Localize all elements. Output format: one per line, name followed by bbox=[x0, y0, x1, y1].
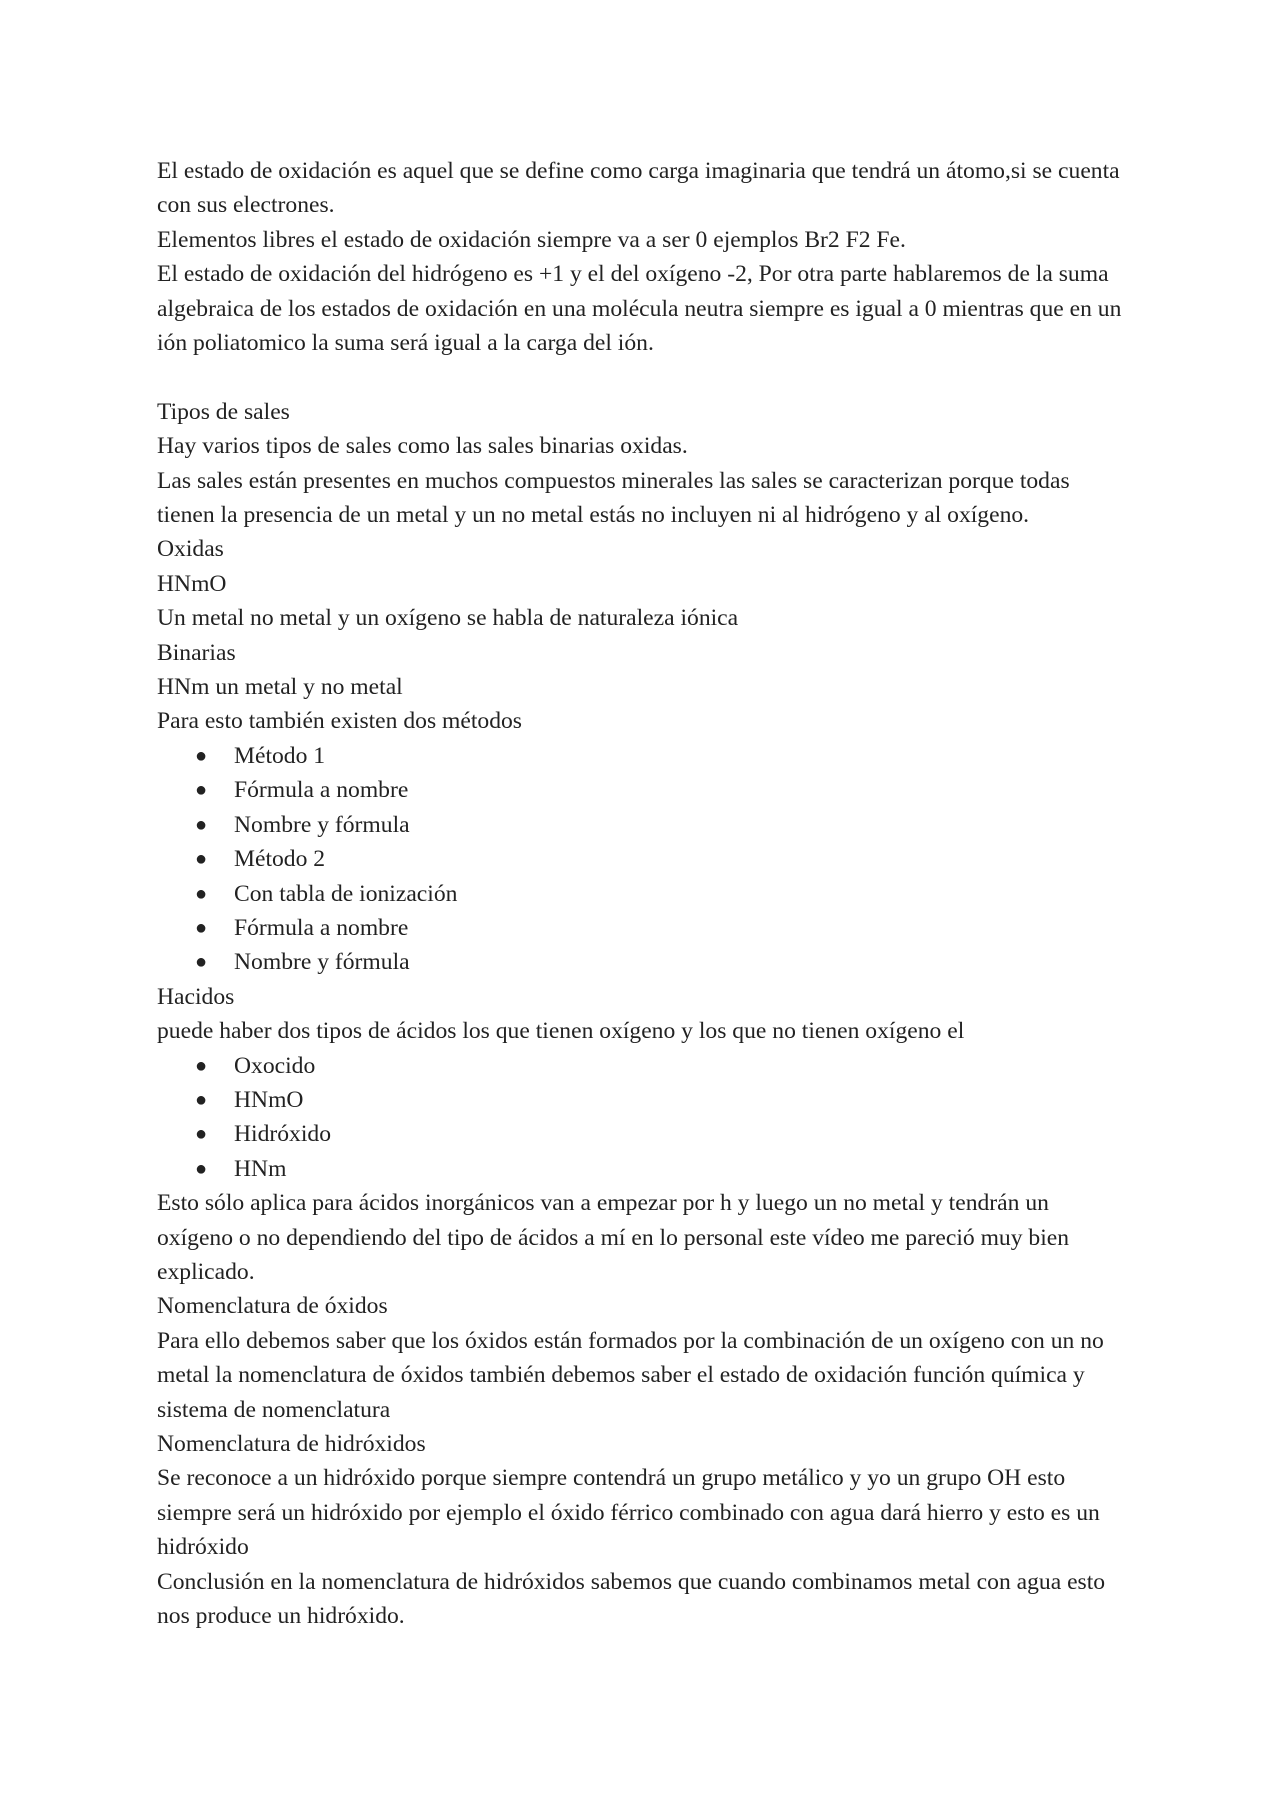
list-item bbox=[157, 911, 1125, 945]
sales-heading: Tipos de sales bbox=[157, 398, 290, 425]
list-item bbox=[157, 773, 1125, 807]
list-item-text: Hidróxido bbox=[234, 1121, 331, 1148]
intro-paragraph-3: El estado de oxidación del hidrógeno es +1 y el del oxígeno -2, Por otra parte hablaremos de la suma algebraica de los estados de oxidación en una molécula neutra siempre es igual a 0 mientras que en un ión poliatomico la suma será igual a la carga del ión. bbox=[157, 261, 1122, 357]
list-item bbox=[157, 808, 1125, 842]
acidos-intro: puede haber dos tipos de ácidos los que tienen oxígeno y los que no tienen oxígeno el bbox=[157, 1018, 965, 1045]
list-item-text: HNm bbox=[234, 1155, 287, 1182]
acidos-heading: Hacidos bbox=[157, 983, 235, 1010]
sales-paragraph-2: Las sales están presentes en muchos compuestos minerales las sales se caracterizan porque todas tienen la presencia de un metal y un no metal estás no incluyen ni al hidrógeno y al oxígeno. bbox=[157, 467, 1070, 529]
oxidos-paragraph: Para ello debemos saber que los óxidos están formados por la combinación de un oxígeno con un no metal la nomenclatura de óxidos también debemos saber el estado de oxidación función química y sistema de nomenclatura bbox=[157, 1327, 1104, 1423]
list-item bbox=[157, 739, 1125, 773]
oxidas-description: Un metal no metal y un oxígeno se habla de naturaleza iónica bbox=[157, 605, 739, 632]
bullet-icon: ● bbox=[195, 916, 208, 939]
list-item-text: Método 2 bbox=[234, 846, 326, 873]
list-item bbox=[157, 877, 1125, 911]
metodos-list bbox=[157, 739, 1125, 980]
list-item-text: Nombre y fórmula bbox=[234, 949, 410, 976]
list-item bbox=[157, 1152, 1125, 1186]
binarias-label: Binarias bbox=[157, 639, 236, 666]
list-item-text: Oxocido bbox=[234, 1052, 316, 1079]
blank-line bbox=[157, 360, 1125, 394]
bullet-icon: ● bbox=[195, 1157, 208, 1180]
list-item bbox=[157, 842, 1125, 876]
list-item bbox=[157, 1049, 1125, 1083]
metodos-intro: Para esto también existen dos métodos bbox=[157, 708, 522, 735]
conclusion-paragraph: Conclusión en la nomenclatura de hidróxidos sabemos que cuando combinamos metal con agua esto nos produce un hidróxido. bbox=[157, 1568, 1106, 1630]
bullet-icon: ● bbox=[195, 951, 208, 974]
acidos-paragraph: Esto sólo aplica para ácidos inorgánicos van a empezar por h y luego un no metal y tendrán un oxígeno o no dependiendo del tipo de ácidos a mí en lo personal este vídeo me pareció muy bien explicado. bbox=[157, 1190, 1070, 1285]
hnmo-formula: HNmO bbox=[157, 570, 227, 597]
bullet-icon: ● bbox=[195, 813, 208, 836]
binarias-description: HNm un metal y no metal bbox=[157, 674, 403, 701]
document-page bbox=[157, 154, 1125, 1633]
list-item-text: Método 1 bbox=[234, 742, 326, 769]
list-item-text: Fórmula a nombre bbox=[234, 777, 409, 804]
intro-paragraph-1: El estado de oxidación es aquel que se define como carga imaginaria que tendrá un átomo,si se cuenta con sus electrones. bbox=[157, 158, 1120, 219]
bullet-icon: ● bbox=[195, 1123, 208, 1146]
list-item bbox=[157, 1117, 1125, 1151]
list-item-text: Fórmula a nombre bbox=[234, 914, 409, 941]
sales-paragraph-1: Hay varios tipos de sales como las sales binarias oxidas. bbox=[157, 433, 688, 460]
bullet-icon: ● bbox=[195, 744, 208, 767]
intro-paragraph-2: Elementos libres el estado de oxidación siempre va a ser 0 ejemplos Br2 F2 Fe. bbox=[157, 226, 906, 253]
bullet-icon: ● bbox=[195, 1054, 208, 1077]
bullet-icon: ● bbox=[195, 779, 208, 802]
list-item bbox=[157, 945, 1125, 979]
hidroxidos-heading: Nomenclatura de hidróxidos bbox=[157, 1431, 426, 1458]
list-item-text: Nombre y fórmula bbox=[234, 811, 410, 838]
oxidos-heading: Nomenclatura de óxidos bbox=[157, 1293, 388, 1320]
list-item-text: Con tabla de ionización bbox=[234, 880, 458, 907]
hidroxidos-paragraph: Se reconoce a un hidróxido porque siempre contendrá un grupo metálico y yo un grupo OH esto siempre será un hidróxido por ejemplo el óxido férrico combinado con agua dará hierro y esto es un hidróxido bbox=[157, 1465, 1100, 1561]
bullet-icon: ● bbox=[195, 848, 208, 871]
bullet-icon: ● bbox=[195, 1088, 208, 1111]
acidos-list bbox=[157, 1049, 1125, 1187]
list-item-text: HNmO bbox=[234, 1086, 304, 1113]
oxidas-label: Oxidas bbox=[157, 536, 224, 563]
bullet-icon: ● bbox=[195, 882, 208, 905]
list-item bbox=[157, 1083, 1125, 1117]
